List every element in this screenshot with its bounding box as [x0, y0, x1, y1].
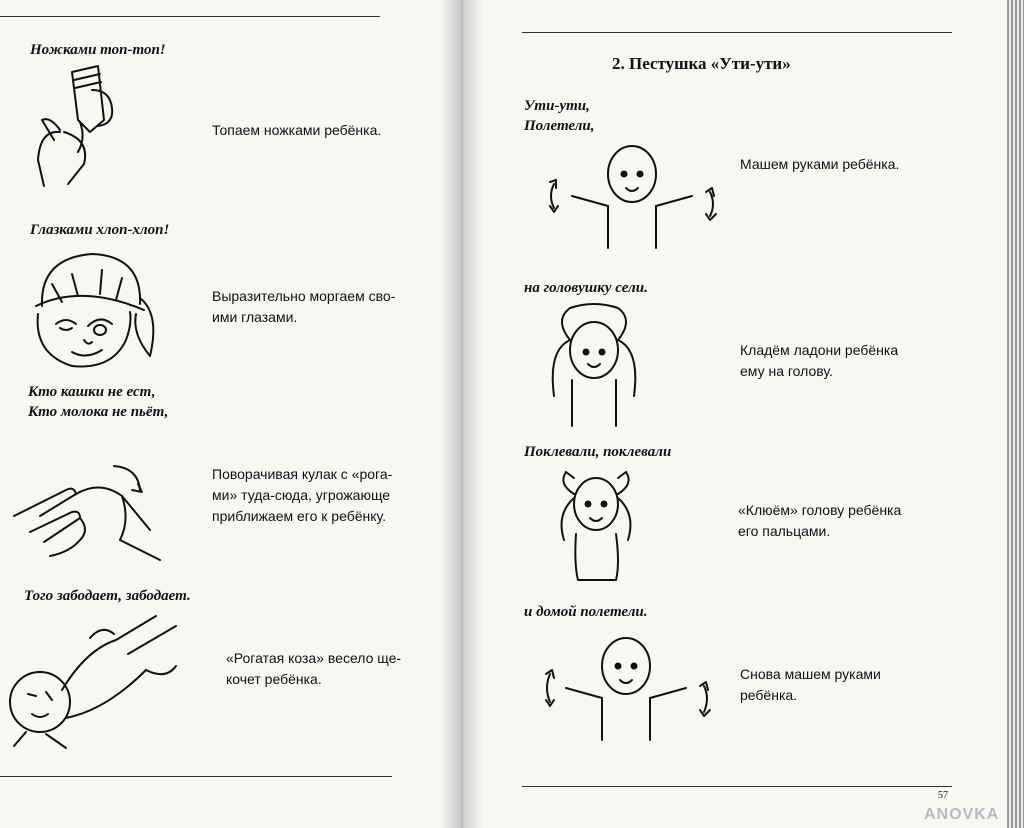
rhyme-line: Кто молока не пьёт,	[28, 404, 169, 420]
page-stack-edge	[1007, 0, 1024, 828]
section-title: 2. Пестушка «Ути-ути»	[612, 54, 791, 73]
rhyme-line: Кто кашки не ест,	[28, 384, 156, 400]
hands-on-head-illustration	[534, 300, 654, 430]
instruction-line: Снова машем руками	[740, 666, 881, 682]
instruction-line: Кладём ладони ребёнка	[740, 342, 899, 358]
rhyme-6	[524, 278, 648, 298]
bottom-rule	[0, 776, 392, 777]
rhyme-7	[524, 442, 671, 462]
top-rule	[0, 16, 380, 17]
flapping-arms-illustration	[542, 140, 722, 250]
instruction-line: ему на голову.	[740, 363, 833, 379]
instruction-line: Топаем ножками ребёнка.	[212, 122, 382, 138]
rhyme-3	[28, 382, 168, 422]
instruction-line: ими глазами.	[212, 309, 298, 325]
instruction-7	[738, 500, 901, 542]
rhyme-line: Глазками хлоп-хлоп!	[30, 222, 170, 238]
horned-hand-illustration	[10, 460, 170, 570]
instruction-line: приближаем его к ребёнку.	[212, 508, 387, 524]
instruction-6	[740, 340, 898, 382]
instruction-line: его пальцами.	[738, 523, 831, 539]
rhyme-4	[24, 586, 191, 606]
instruction-line: «Клюём» голову ребёнка	[738, 502, 902, 518]
feet-illustration	[20, 60, 130, 188]
instruction-8	[740, 664, 881, 706]
instruction-line: Выразительно моргаем сво-	[212, 288, 396, 304]
instruction-line: кочет ребёнка.	[226, 671, 322, 687]
instruction-line: ребёнка.	[740, 687, 798, 703]
rhyme-line: на головушку сели.	[524, 280, 648, 296]
rhyme-8	[524, 602, 648, 622]
pecking-illustration	[546, 464, 646, 584]
page-number: 57	[938, 790, 948, 801]
instruction-line: ми» туда-сюда, угрожающе	[212, 487, 391, 503]
rhyme-line: Ножками топ-топ!	[30, 42, 166, 58]
left-page	[0, 0, 462, 828]
instruction-4	[226, 648, 401, 690]
rhyme-line: и домой полетели.	[524, 604, 648, 620]
instruction-3	[212, 464, 392, 527]
rhyme-line: Того забодает, забодает.	[24, 588, 191, 604]
instruction-line: «Рогатая коза» весело ще-	[226, 650, 402, 666]
flapping-again-illustration	[536, 634, 716, 744]
right-page	[462, 0, 1007, 828]
rhyme-1	[30, 40, 166, 60]
instruction-1	[212, 120, 381, 141]
instruction-line: Машем руками ребёнка.	[740, 156, 900, 172]
rhyme-line: Полетели,	[524, 118, 595, 134]
top-rule	[522, 32, 952, 33]
instruction-2	[212, 286, 395, 328]
instruction-line: Поворачивая кулак с «рога-	[212, 466, 393, 482]
rhyme-line: Ути-ути,	[524, 98, 590, 114]
blinking-face-illustration	[22, 244, 162, 374]
rhyme-5	[524, 96, 595, 136]
instruction-5	[740, 154, 899, 175]
watermark: ANOVKA	[924, 806, 1000, 823]
rhyme-2	[30, 220, 169, 240]
tickling-baby-illustration	[6, 610, 196, 750]
bottom-rule	[522, 786, 952, 787]
rhyme-line: Поклевали, поклевали	[524, 444, 672, 460]
